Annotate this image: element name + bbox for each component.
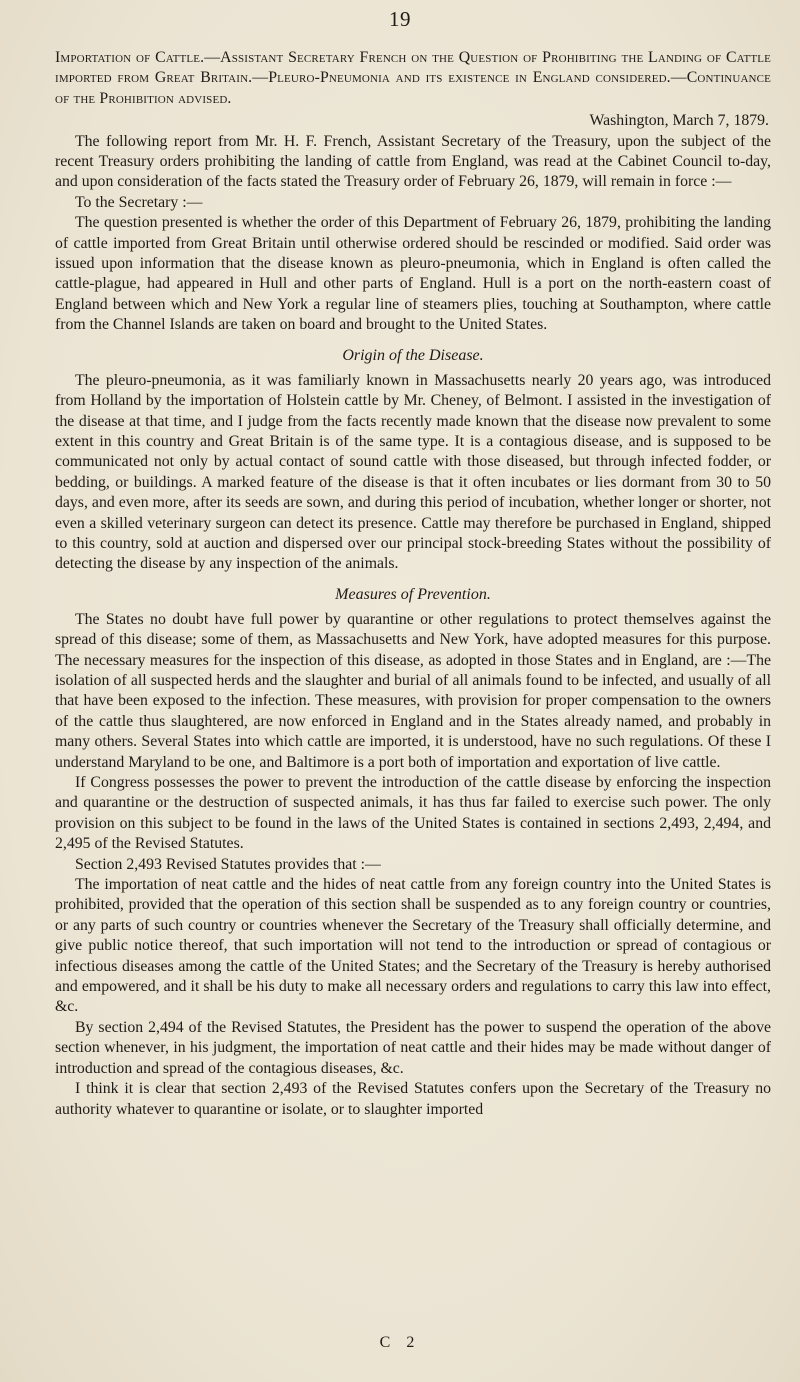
intro-paragraph: The following report from Mr. H. F. French, Assistant Secretary of the Treasury, upon the subject of the recent Treasury orders prohibiting the landing of cattle from England, was read at the Cabinet Council to-day, and upon consideration of the facts stated the Treasury order of February 26, 1879, will remain in force :—: [55, 132, 771, 191]
salutation: To the Secretary :—: [75, 193, 203, 211]
question-paragraph: The question presented is whether the order of this Department of February 26, 1879, prohibiting the landing of cattle imported from Great Britain until otherwise ordered should be rescinded or modified. Said order was issued upon information that the disease known as pleuro-pneumonia, which in England is often called the cattle-plague, had appeared in Hull and other parts of England. Hull is a port on the north-eastern coast of England between which and New York a regular line of steamers plies, touching at Southampton, where cattle from the Channel Islands are taken on board and brought to the United States.: [55, 214, 771, 334]
measures-paragraph: The States no doubt have full power by quarantine or other regulations to protect themselves against the spread of this disease; some of them, as Massachusetts and New York, have adopted measures for this purpose. The necessary measures for the inspection of this disease, as adopted in those States and in England, are :—The isolation of all suspected herds and the slaughter and burial of all animals found to be infected, and usually of all that have been exposed to the infection. These measures, with provision for proper compensation to the owners of the cattle thus slaughtered, are now enforced in England and in the States already named, and probably in many others. Several States into which cattle are imported, it is understood, have no such regulations. Of these I understand Maryland to be one, and Baltimore is a port both of importation and exportation of live cattle.: [55, 610, 771, 771]
statute-quote-paragraph: The importation of neat cattle and the hides of neat cattle from any foreign country into the United States is prohibited, provided that the operation of this section shall be suspended as to any foreign country or countries, or any parts of such country or countries whenever the Secretary of the Treasury shall officially determine, and give public notice thereof, that such importation will not tend to the introduction or spread of contagious or infectious diseases among the cattle of the United States; and the Secretary of the Treasury is hereby authorised and empowered, and it shall be his duty to make all necessary orders and regulations to carry this law into effect, &c.: [55, 876, 771, 1016]
section-intro-paragraph: Section 2,493 Revised Statutes provides that :—: [75, 855, 381, 873]
page-number: 19: [389, 7, 411, 31]
signature-mark: C 2: [379, 1334, 421, 1351]
conclusion-paragraph: I think it is clear that section 2,493 of the Revised Statutes confers upon the Secretary of the Treasury no authority whatever to quarantine or isolate, or to slaughter imported: [55, 1080, 771, 1118]
section-heading-origin: Origin of the Disease.: [342, 346, 484, 364]
section-heading-measures: Measures of Prevention.: [335, 585, 491, 603]
dateline: Washington, March 7, 1879.: [589, 112, 769, 130]
origin-paragraph: The pleuro-pneumonia, as it was familiarly known in Massachusetts nearly 20 years ago, was introduced from Holland by the importation of Holstein cattle by Mr. Cheney, of Belmont. I assisted in the investigation of the disease at that time, and I judge from the facts recently made known that the disease now prevalent to some extent in this country and Great Britain is of the same type. It is a contagious disease, and is supposed to be communicated not only by actual contact of sound cattle with those diseased, but through infected fodder, or bedding, or buildings. A marked feature of the disease is that it often incubates or lies dormant from 30 to 50 days, and even more, after its seeds are sown, and during this period of incubation, whether longer or shorter, not even a skilled veterinary surgeon can detect its presence. Cattle may therefore be purchased in England, shipped to this country, sold at auction and dispersed over our principal stock-breeding States without the possibility of detecting the disease by any inspection of the animals.: [55, 371, 771, 573]
section-2494-paragraph: By section 2,494 of the Revised Statutes, the President has the power to suspend the operation of the above section whenever, in his judgment, the importation of neat cattle and their hides may be made without danger of introduction and spread of the contagious diseases, &c.: [55, 1018, 771, 1077]
congress-paragraph: If Congress possesses the power to prevent the introduction of the cattle disease by enforcing the inspection and quarantine or the destruction of suspected animals, it has thus far failed to exercise such power. The only provision on this subject to be found in the laws of the United States is contained in sections 2,493, 2,494, and 2,495 of the Revised Statutes.: [55, 774, 771, 853]
document-body: [55, 48, 771, 1120]
document-heading: Importation of Cattle.—Assistant Secretary French on the Question of Prohibiting the Landing of Cattle imported from Great Britain.—Pleuro-Pneumonia and its existence in England considered.—Continuance of the Prohibition advised.: [55, 49, 771, 107]
